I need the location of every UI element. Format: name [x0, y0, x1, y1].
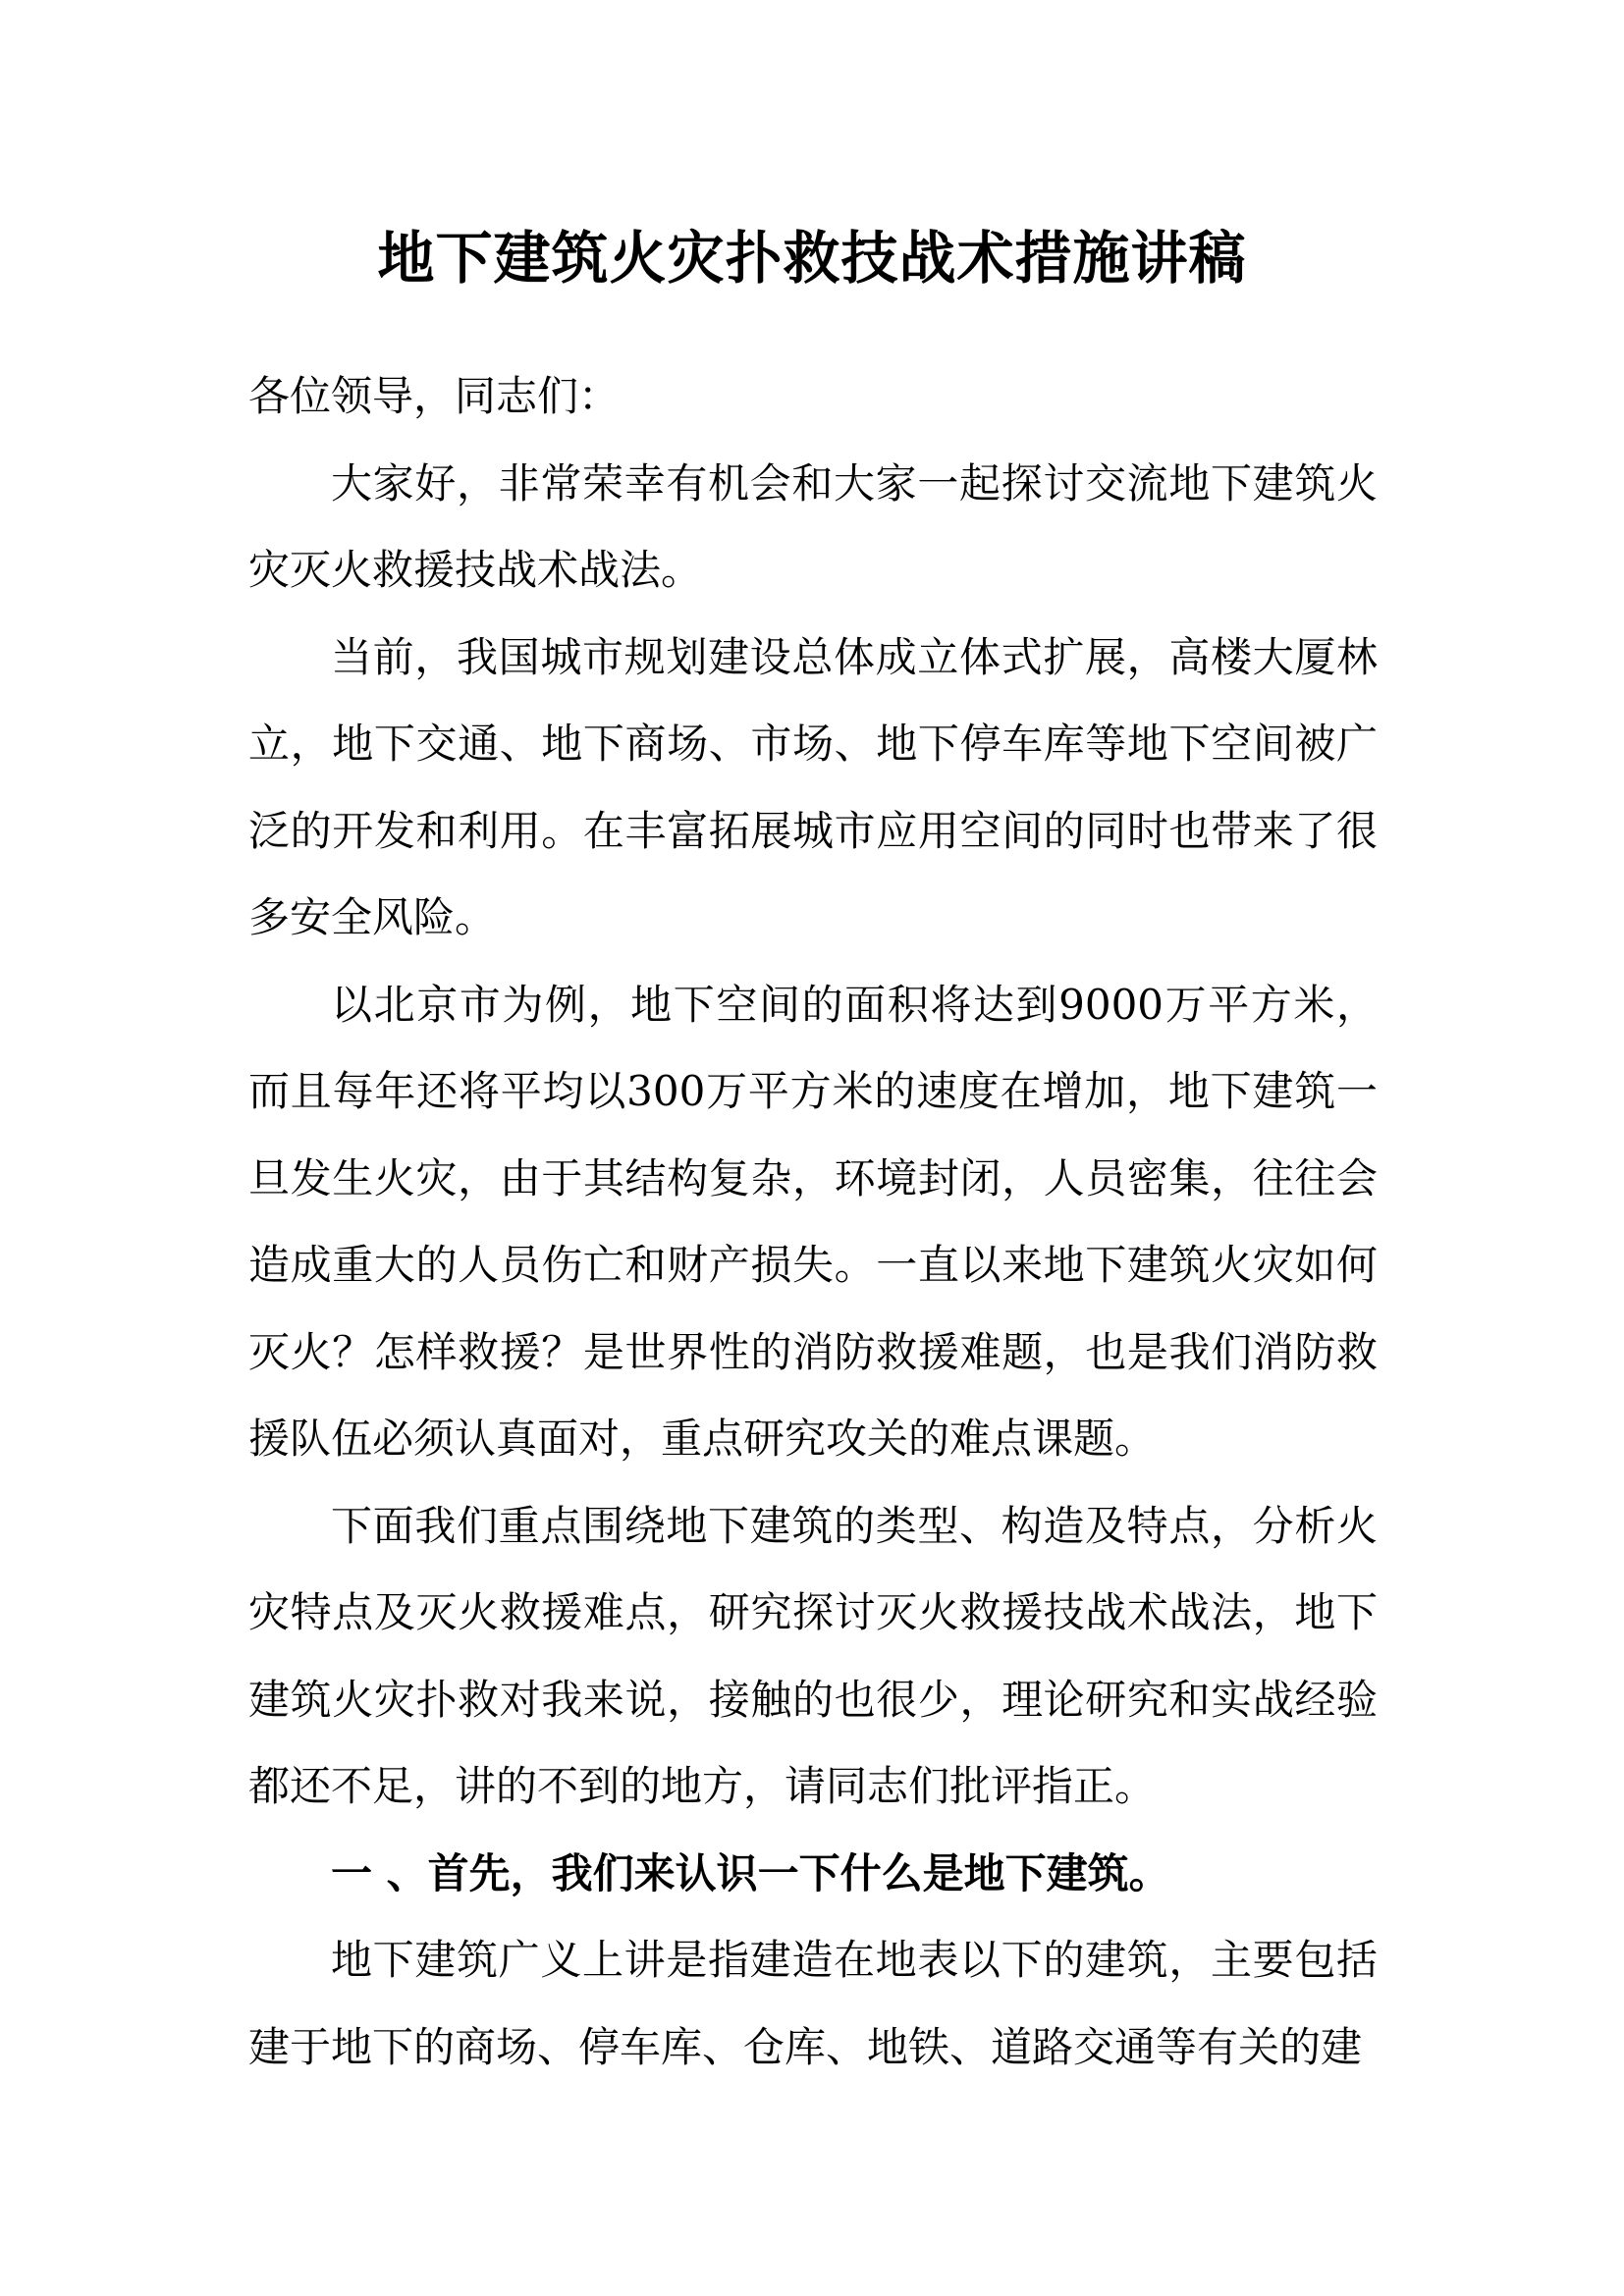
paragraph-beijing-example: 以北京市为例，地下空间的面积将达到9000万平方米，而且每年还将平均以300万平方米的速度在增加，地下建筑一旦发生火灾，由于其结构复杂，环境封闭，人员密集，往往会造成重大的人员伤亡和财产损失。一直以来地下建筑火灾如何灭火？怎样救援？是世界性的消防救援难题，也是我们消防救援队伍必须认真面对，重点研究攻关的难点课题。	[248, 980, 1378, 1463]
paragraph-outline: 下面我们重点围绕地下建筑的类型、构造及特点，分析火灾特点及灭火救援难点，研究探讨灭火救援技战术战法，地下建筑火灾扑救对我来说，接触的也很少，理论研究和实战经验都还不足，讲的不到的地方，请同志们批评指正。	[248, 1501, 1378, 1810]
paragraph-greeting: 大家好，非常荣幸有机会和大家一起探讨交流地下建筑火灾灭火救援技战术战法。	[248, 458, 1378, 594]
paragraph-definition: 地下建筑广义上讲是指建造在地表以下的建筑，主要包括建于地下的商场、停车库、仓库、地铁、道路交通等有关的建	[248, 1936, 1378, 2071]
section-heading: 一 、首先，我们来认识一下什么是地下建筑。	[331, 1848, 1170, 1897]
paragraph-background: 当前，我国城市规划建设总体成立体式扩展，高楼大厦林立，地下交通、地下商场、市场、地下停车库等地下空间被广泛的开发和利用。在丰富拓展城市应用空间的同时也带来了很多安全风险。	[248, 632, 1378, 941]
document-body	[248, 353, 1378, 2091]
document-title: 地下建筑火灾扑救技战术措施讲稿	[377, 225, 1247, 292]
salutation: 各位领导，同志们：	[248, 372, 621, 420]
